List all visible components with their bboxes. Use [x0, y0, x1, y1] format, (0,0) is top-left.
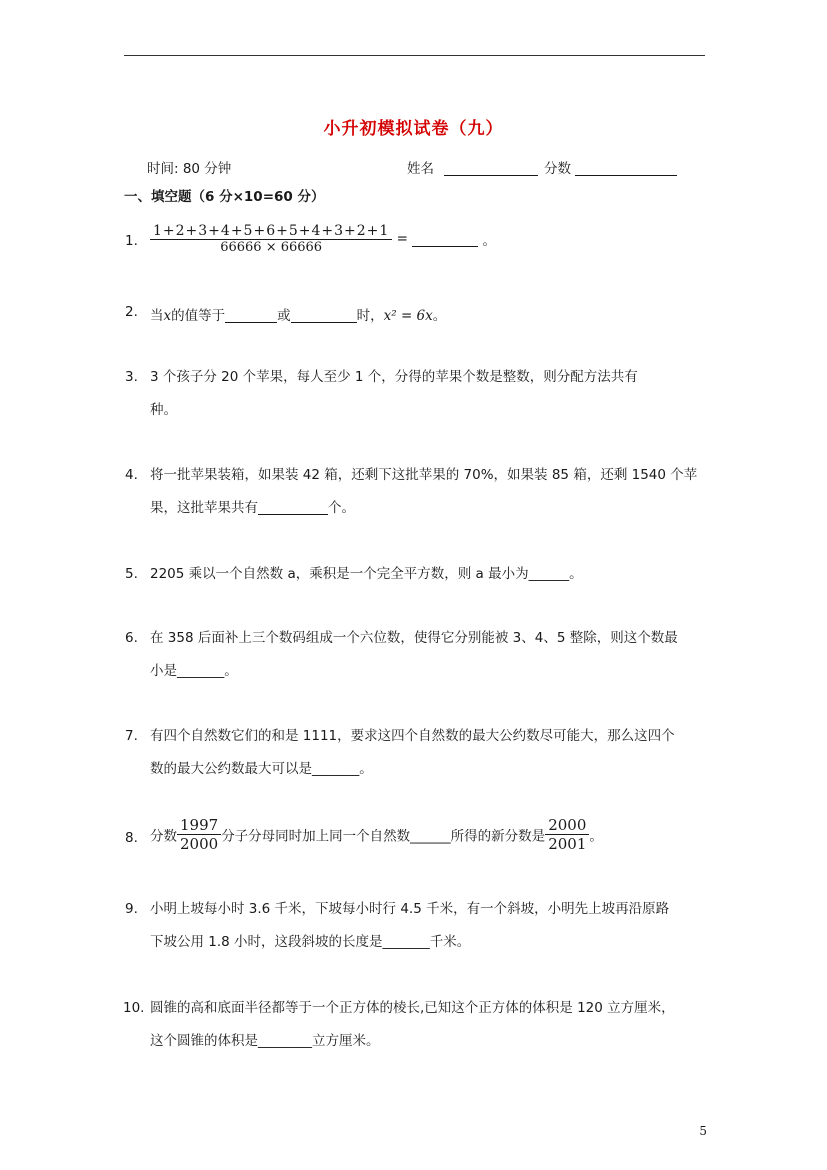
question-number: 9. — [125, 901, 138, 917]
question-number: 4. — [125, 467, 138, 483]
question-line — [150, 492, 697, 525]
question-line: 3 个孩子分 20 个苹果，每人至少 1 个，分得的苹果个数是整数，则分配方法共有 — [150, 369, 638, 385]
question-8 — [150, 816, 603, 853]
name-label: 姓名 — [407, 161, 434, 177]
fraction — [177, 816, 221, 853]
question-number: 6. — [125, 630, 138, 646]
question-10 — [150, 992, 675, 1058]
question-7 — [150, 720, 675, 786]
question-line: 小明上坡每小时 3.6 千米，下坡每小时行 4.5 千米，有一个斜坡，小明先上坡再沿原路 — [150, 901, 670, 917]
page-title: 小升初模拟试卷（九） — [323, 119, 504, 139]
answer-blank — [225, 308, 277, 323]
question-number: 2. — [125, 304, 138, 320]
question-9 — [150, 893, 669, 959]
text: 时， — [356, 308, 384, 324]
question-line: 下坡公用 1.8 小时，这段斜坡的长度是_______千米。 — [150, 934, 471, 950]
denominator: 2001 — [545, 834, 589, 853]
equation: x² = 6x — [383, 308, 433, 324]
numerator: 1997 — [180, 816, 219, 834]
question-number: 10. — [123, 1000, 145, 1016]
fraction — [150, 223, 392, 255]
question-number: 8. — [125, 830, 138, 846]
question-2 — [150, 304, 446, 324]
question-line: 将一批苹果装箱，如果装 42 箱，还剩下这批苹果的 70%，如果装 85 箱，还剩 1540 个苹 — [150, 467, 698, 483]
period: 。 — [589, 828, 603, 845]
period: 。 — [432, 308, 447, 324]
score-field — [544, 157, 677, 177]
question-4 — [150, 459, 697, 525]
question-line: 这个圆锥的体积是________立方厘米。 — [150, 1033, 380, 1049]
page-number: 5 — [699, 1124, 707, 1138]
answer-blank — [291, 308, 357, 323]
score-label: 分数 — [544, 161, 571, 177]
question-line: 种。 — [150, 402, 177, 418]
question-line: 在 358 后面补上三个数码组成一个六位数，使得它分别能被 3、4、5 整除，则这个数最 — [150, 630, 678, 646]
text: 当 — [150, 308, 164, 324]
text: 或 — [277, 308, 291, 324]
text: 个。 — [328, 500, 355, 516]
question-1 — [150, 223, 496, 255]
question-line: 数的最大公约数最大可以是_______。 — [150, 761, 373, 777]
section-title: 一、填空题（6 分×10=60 分） — [124, 189, 325, 205]
denominator: 66666 × 66666 — [150, 239, 392, 255]
text: 果，这批苹果共有 — [150, 500, 258, 516]
question-line: 小是_______。 — [150, 663, 238, 679]
denominator: 2000 — [177, 834, 221, 853]
question-3 — [150, 361, 638, 427]
question-number: 1. — [125, 233, 138, 249]
answer-blank — [412, 232, 478, 247]
question-line: 圆锥的高和底面半径都等于一个正方体的棱长,已知这个正方体的体积是 120 立方厘米， — [150, 1000, 675, 1016]
question-line: 2205 乘以一个自然数 a，乘积是一个完全平方数，则 a 最小为______。 — [150, 566, 583, 582]
numerator: 1+2+3+4+5+6+5+4+3+2+1 — [153, 223, 390, 239]
score-blank — [575, 161, 677, 176]
fraction — [545, 816, 589, 853]
text: 分子分母同时加上同一个自然数______所得的新分数是 — [221, 828, 546, 845]
variable: x — [163, 308, 172, 324]
equals-sign: = — [396, 231, 408, 247]
text: 的值等于 — [171, 308, 226, 324]
name-field — [407, 157, 538, 177]
text: 分数 — [150, 828, 177, 845]
header-rule — [124, 55, 705, 56]
time-label: 时间: 80 分钟 — [147, 161, 232, 177]
answer-blank — [258, 500, 328, 515]
question-number: 5. — [125, 566, 138, 582]
question-number: 7. — [125, 728, 138, 744]
question-number: 3. — [125, 369, 138, 385]
question-6 — [150, 622, 678, 688]
period: 。 — [482, 233, 496, 249]
numerator: 2000 — [548, 816, 587, 834]
name-blank — [444, 161, 538, 176]
question-line: 有四个自然数它们的和是 1111，要求这四个自然数的最大公约数尽可能大，那么这四个 — [150, 728, 675, 744]
question-5 — [150, 558, 583, 591]
